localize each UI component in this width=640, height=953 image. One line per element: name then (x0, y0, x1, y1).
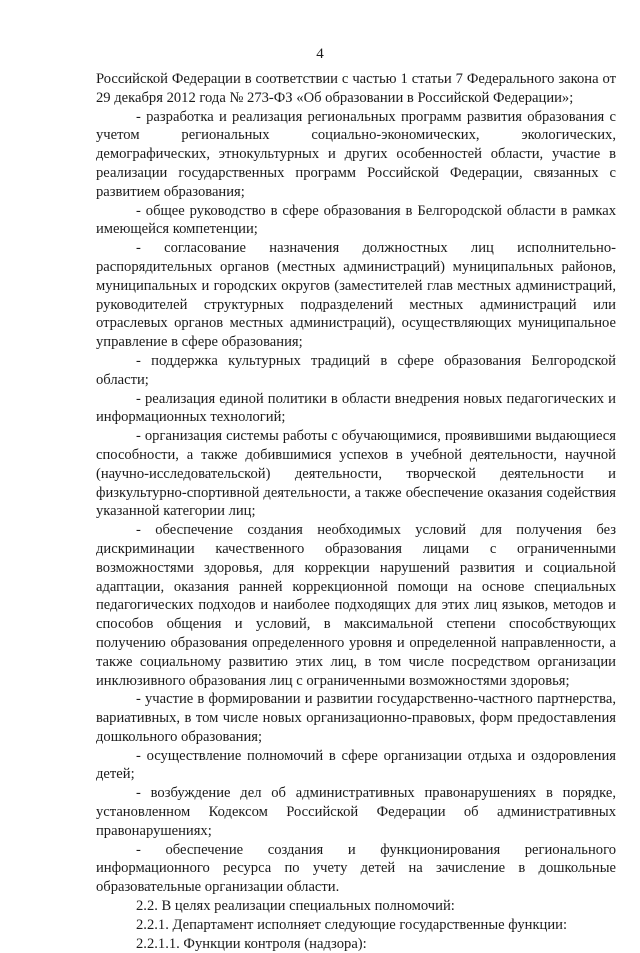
paragraph-cultural-traditions: - поддержка культурных традиций в сфере образования Белгородской области; (96, 352, 616, 388)
paragraph-unified-policy: - реализация единой политики в области внедрения новых педагогических и информационных технологий; (96, 390, 616, 426)
paragraph-appointment-approval: - согласование назначения должностных лиц исполнительно-распорядительных органов (местных администраций) муниципальных районов, муниципальных и городских округов (заместителей глав местных администраций, руководителей структурных подразделений местных администраций или отраслевых органов местных администраций), осуществляющих муниципальное управление в сфере образования; (96, 240, 616, 351)
paragraph-information-resource: - обеспечение создания и функционирования регионального информационного ресурса по учету детей на зачисление в дошкольные образовательные организации области. (96, 841, 616, 896)
document-body (96, 70, 616, 953)
paragraph-child-recreation: - осуществление полномочий в сфере организации отдыха и оздоровления детей; (96, 747, 616, 783)
paragraph-inclusive-education: - обеспечение создания необходимых условий для получения без дискриминации качественного образования лицами с ограниченными возможностями здоровья, для коррекции нарушений развития и социальной адаптации, оказания ранней коррекционной помощи на основе специальных педагогических подходов и наиболее подходящих для этих лиц языков, методов и способов общения и условий, в максимальной степени способствующих получению образования определенного уровня и определенной направленности, а также социальному развитию этих лиц, в том числе посредством организации инклюзивного образования лиц с ограниченными возможностями здоровья; (96, 522, 616, 689)
page-number: 4 (316, 46, 324, 62)
paragraph-continuation: Российской Федерации в соответствии с частью 1 статьи 7 Федерального закона от 29 декабря 2012 года № 273-ФЗ «Об образовании в Российской Федерации»; (96, 71, 616, 106)
section-2-2-heading: 2.2. В целях реализации специальных полномочий: (136, 898, 455, 915)
paragraph-gifted-students: - организация системы работы с обучающимися, проявившими выдающиеся способности, а также добившимися успехов в учебной деятельности, научной (научно-исследовательской) деятельности, творческой деятельности и физкультурно-спортивной деятельности, а также обеспечение оказания содействия указанной категории лиц; (96, 428, 616, 520)
section-2-2-1-1-heading: 2.2.1.1. Функции контроля (надзора): (136, 935, 367, 952)
paragraph-general-management: - общее руководство в сфере образования в Белгородской области в рамках имеющейся компетенции; (96, 202, 616, 238)
paragraph-administrative-offenses: - возбуждение дел об административных правонарушениях в порядке, установленном Кодексом Российской Федерации об административных правонарушениях; (96, 785, 616, 839)
section-2-2-1-heading: 2.2.1. Департамент исполняет следующие государственные функции: (136, 916, 568, 933)
paragraph-regional-programs: - разработка и реализация региональных программ развития образования с учетом региональных социально-экономических, экологических, демографических, этнокультурных и других особенностей области, участие в реализации государственных программ Российской Федерации, связанных с развитием образования; (96, 108, 616, 200)
paragraph-public-private-partnership: - участие в формировании и развитии государственно-частного партнерства, вариативных, в том числе новых организационно-правовых, форм предоставления дошкольного образования; (96, 691, 616, 745)
